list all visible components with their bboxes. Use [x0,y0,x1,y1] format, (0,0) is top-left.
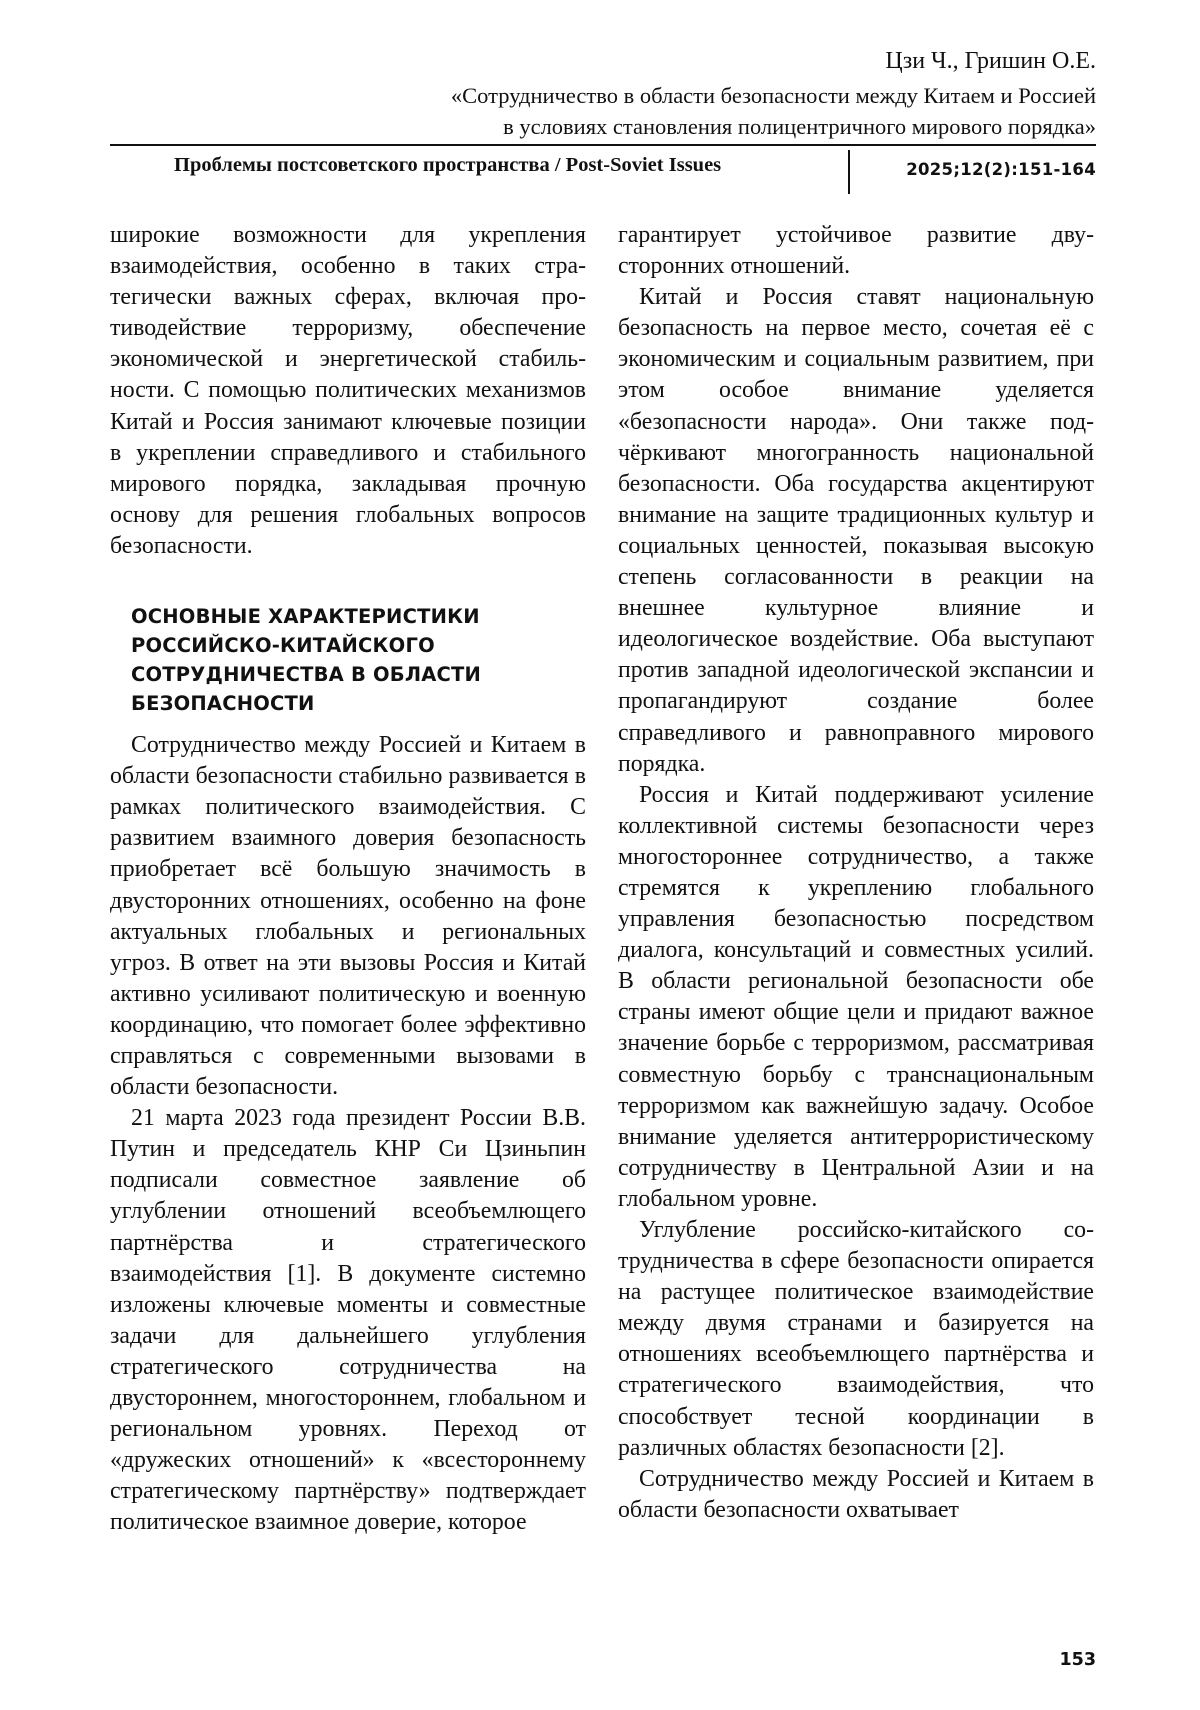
paragraph: 21 марта 2023 года президент России В.В. Путин и председатель КНР Си Цзиньпин подписали совместное заявление об углублении отношений всеобъемлющего партнёрства и стратегического взаимодействия [1]. В документе системно изложены ключевые моменты и совместные задачи для дальнейшего углубления стратегического сотрудничества на двустороннем, многостороннем, глобальном и региональном уровнях. Переход от «дружеских отношений» к «всестороннему стратегическому партнёрству» подтверждает политическое взаимное доверие, которое [110,1105,586,1536]
paragraph: гарантирует устойчивое развитие двусторонних отношений. [618,222,1094,280]
paragraph: Китай и Россия ставят национальную безопасность на первое место, сочетая её с экономическим и социальным развитием, при этом особое внимание уделяется «безопасности народа». Они также подчёркивают многогранность национальной безопасности. Оба государства акцентируют внимание на защите традиционных культур и социальных ценностей, показывая высокую степень согласованности в реакции на внешнее культурное влияние и идеологическое воздействие. Оба выступают против западной идеологической экспансии и пропагандируют создание более справедливого и равноправного мирового порядка. [618,284,1094,777]
paragraph: Углубление российско-китайского сотрудничества в сфере безопасности опирается на растущее политическое взаимодействие между двумя странами и базируется на отношениях всеобъемлющего партнёрства и стратегического взаимодействия, что способствует тесной координации в различных областях безопасности [2]. [618,1217,1094,1461]
page-number: 153 [1059,1650,1096,1670]
paragraph: широкие возможности для укрепления взаимодействия, особенно в таких стратегически важных сферах, включая противодействие терроризму, обеспечение экономической и энергетической стабильности. С помощью политических механизмов Китай и Россия занимают ключевые позиции в укреплении справедливого и стабильного мирового порядка, закладывая прочную основу для решения глобальных вопросов безопасности. [110,222,586,559]
header-divider [848,150,850,194]
running-head-article-title [451,80,1096,142]
running-head-authors: Цзи Ч., Гришин О.Е. [885,48,1096,74]
header-rule [110,144,1096,146]
paragraph: Россия и Китай поддерживают усиление коллективной системы безопасности через многостороннее сотрудничество, а также стремятся к укреплению глобального управления безопасностью посредством диалога, консультаций и совместных усилий. В области региональной безопасности обе страны имеют общие цели и придают важное значение борьбе с терроризмом, рассматривая совместную борьбу с транснациональным терроризмом как важнейшую задачу. Особое внимание уделяется антитеррористическому сотрудничеству в Центральной Азии и на глобальном уровне. [618,781,1094,1212]
journal-name: Проблемы постсоветского пространства / Post-Soviet Issues [174,154,722,176]
right-column [618,220,1094,1526]
issue-info: 2025;12(2):151-164 [906,160,1096,179]
paragraph: Сотрудничество между Россией и Китаем в области безопасности охватывает [618,1465,1094,1523]
paragraph: Сотрудничество между Россией и Китаем в области безопасности стабильно развивается в рамках политического взаимодействия. С развитием взаимного доверия безопасность приобретает всё большую значимость в двусторонних отношениях, особенно на фоне актуальных глобальных и региональных угроз. В ответ на эти вызовы Россия и Китай активно усиливают политическую и военную координацию, что помогает более эффективно справляться с современными вызовами в области безопасности. [110,732,586,1101]
running-head-title-line-2: в условиях становления полицентричного мирового порядка» [503,114,1096,139]
left-column [110,220,586,1538]
running-head-title-line-1: «Сотрудничество в области безопасности между Китаем и Россией [450,83,1096,108]
section-heading: ОСНОВНЫЕ ХАРАКТЕРИСТИКИ РОССИЙСКО-КИТАЙСКОГО СОТРУДНИЧЕСТВА В ОБЛАСТИ БЕЗОПАСНОСТИ [131,605,482,716]
